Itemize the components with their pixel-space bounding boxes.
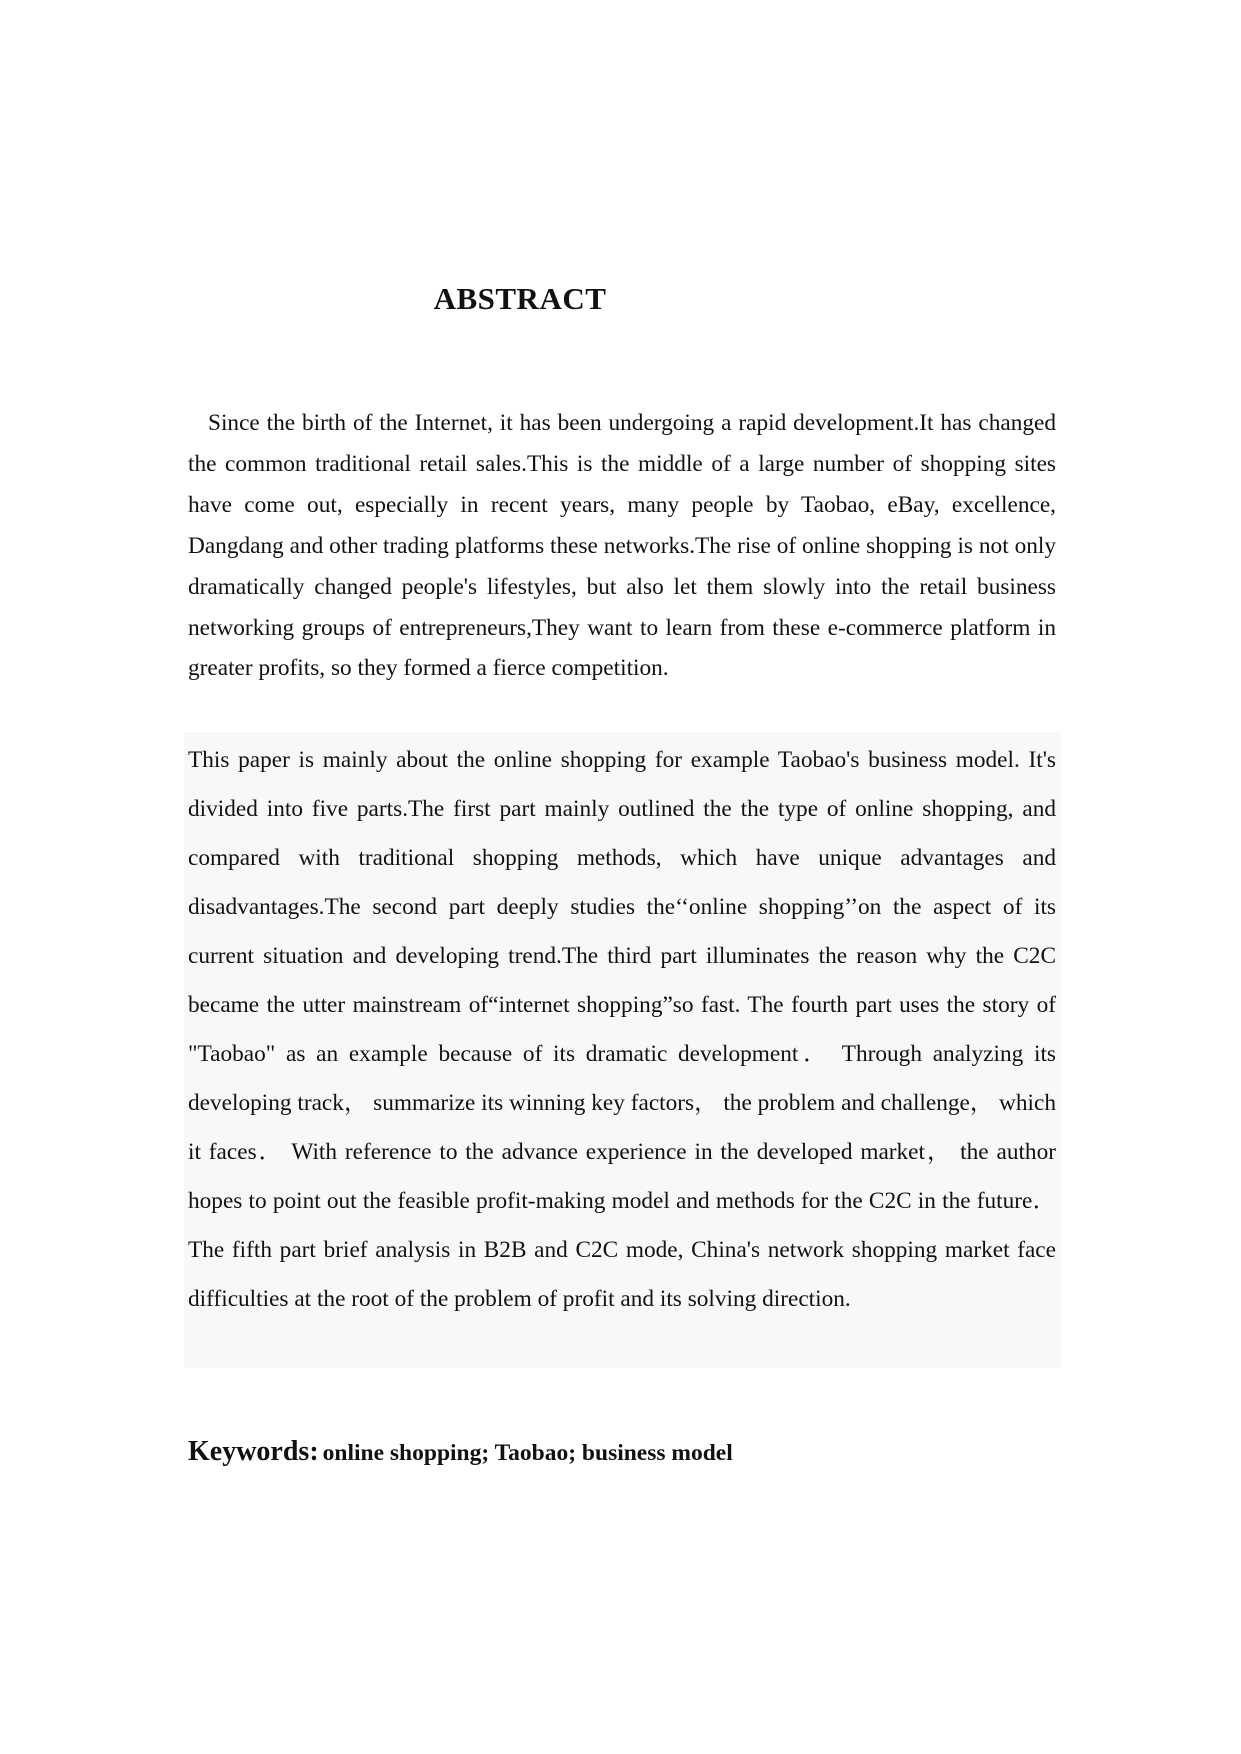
abstract-paragraph-2: This paper is mainly about the online shopping for example Taobao's business model. It's divided into five parts.The first part mainly outlined the the type of online shopping, and compared with traditional shopping methods, which have unique advantages and disadvantages.The second part deeply studies the‘‘online shopping’’on the aspect of its current situation and developing trend.The third part illuminates the reason why the C2C became the utter mainstream of“internet shopping”so fast. The fourth part uses the story of "Taobao" as an example because of its dramatic development． Through analyzing its developing track， summarize its winning key factors， the problem and challenge， which it faces． With reference to the advance experience in the developed market， the author hopes to point out the feasible profit-making model and methods for the C2C in the future． The fifth part brief analysis in B2B and C2C mode, China's network shopping market face difficulties at the root of the problem of profit and its solving direction. — [188, 747, 1056, 1312]
keywords-label: Keywords: — [188, 1436, 319, 1467]
abstract-title: ABSTRACT — [433, 281, 607, 316]
keywords-line — [188, 1435, 1056, 1469]
abstract-paragraph-1: Since the birth of the Internet, it has been undergoing a rapid development.It has changed the common traditional retail sales.This is the middle of a large number of shopping sites have come out, especially in recent years, many people by Taobao, eBay, excellence, Dangdang and other trading platforms these networks.The rise of online shopping is not only dramatically changed people's lifestyles, but also let them slowly into the retail business networking groups of entrepreneurs,They want to learn from these e-commerce platform in greater profits, so they formed a fierce competition. — [188, 410, 1056, 682]
keywords-text: online shopping; Taobao; business model — [322, 1440, 733, 1466]
